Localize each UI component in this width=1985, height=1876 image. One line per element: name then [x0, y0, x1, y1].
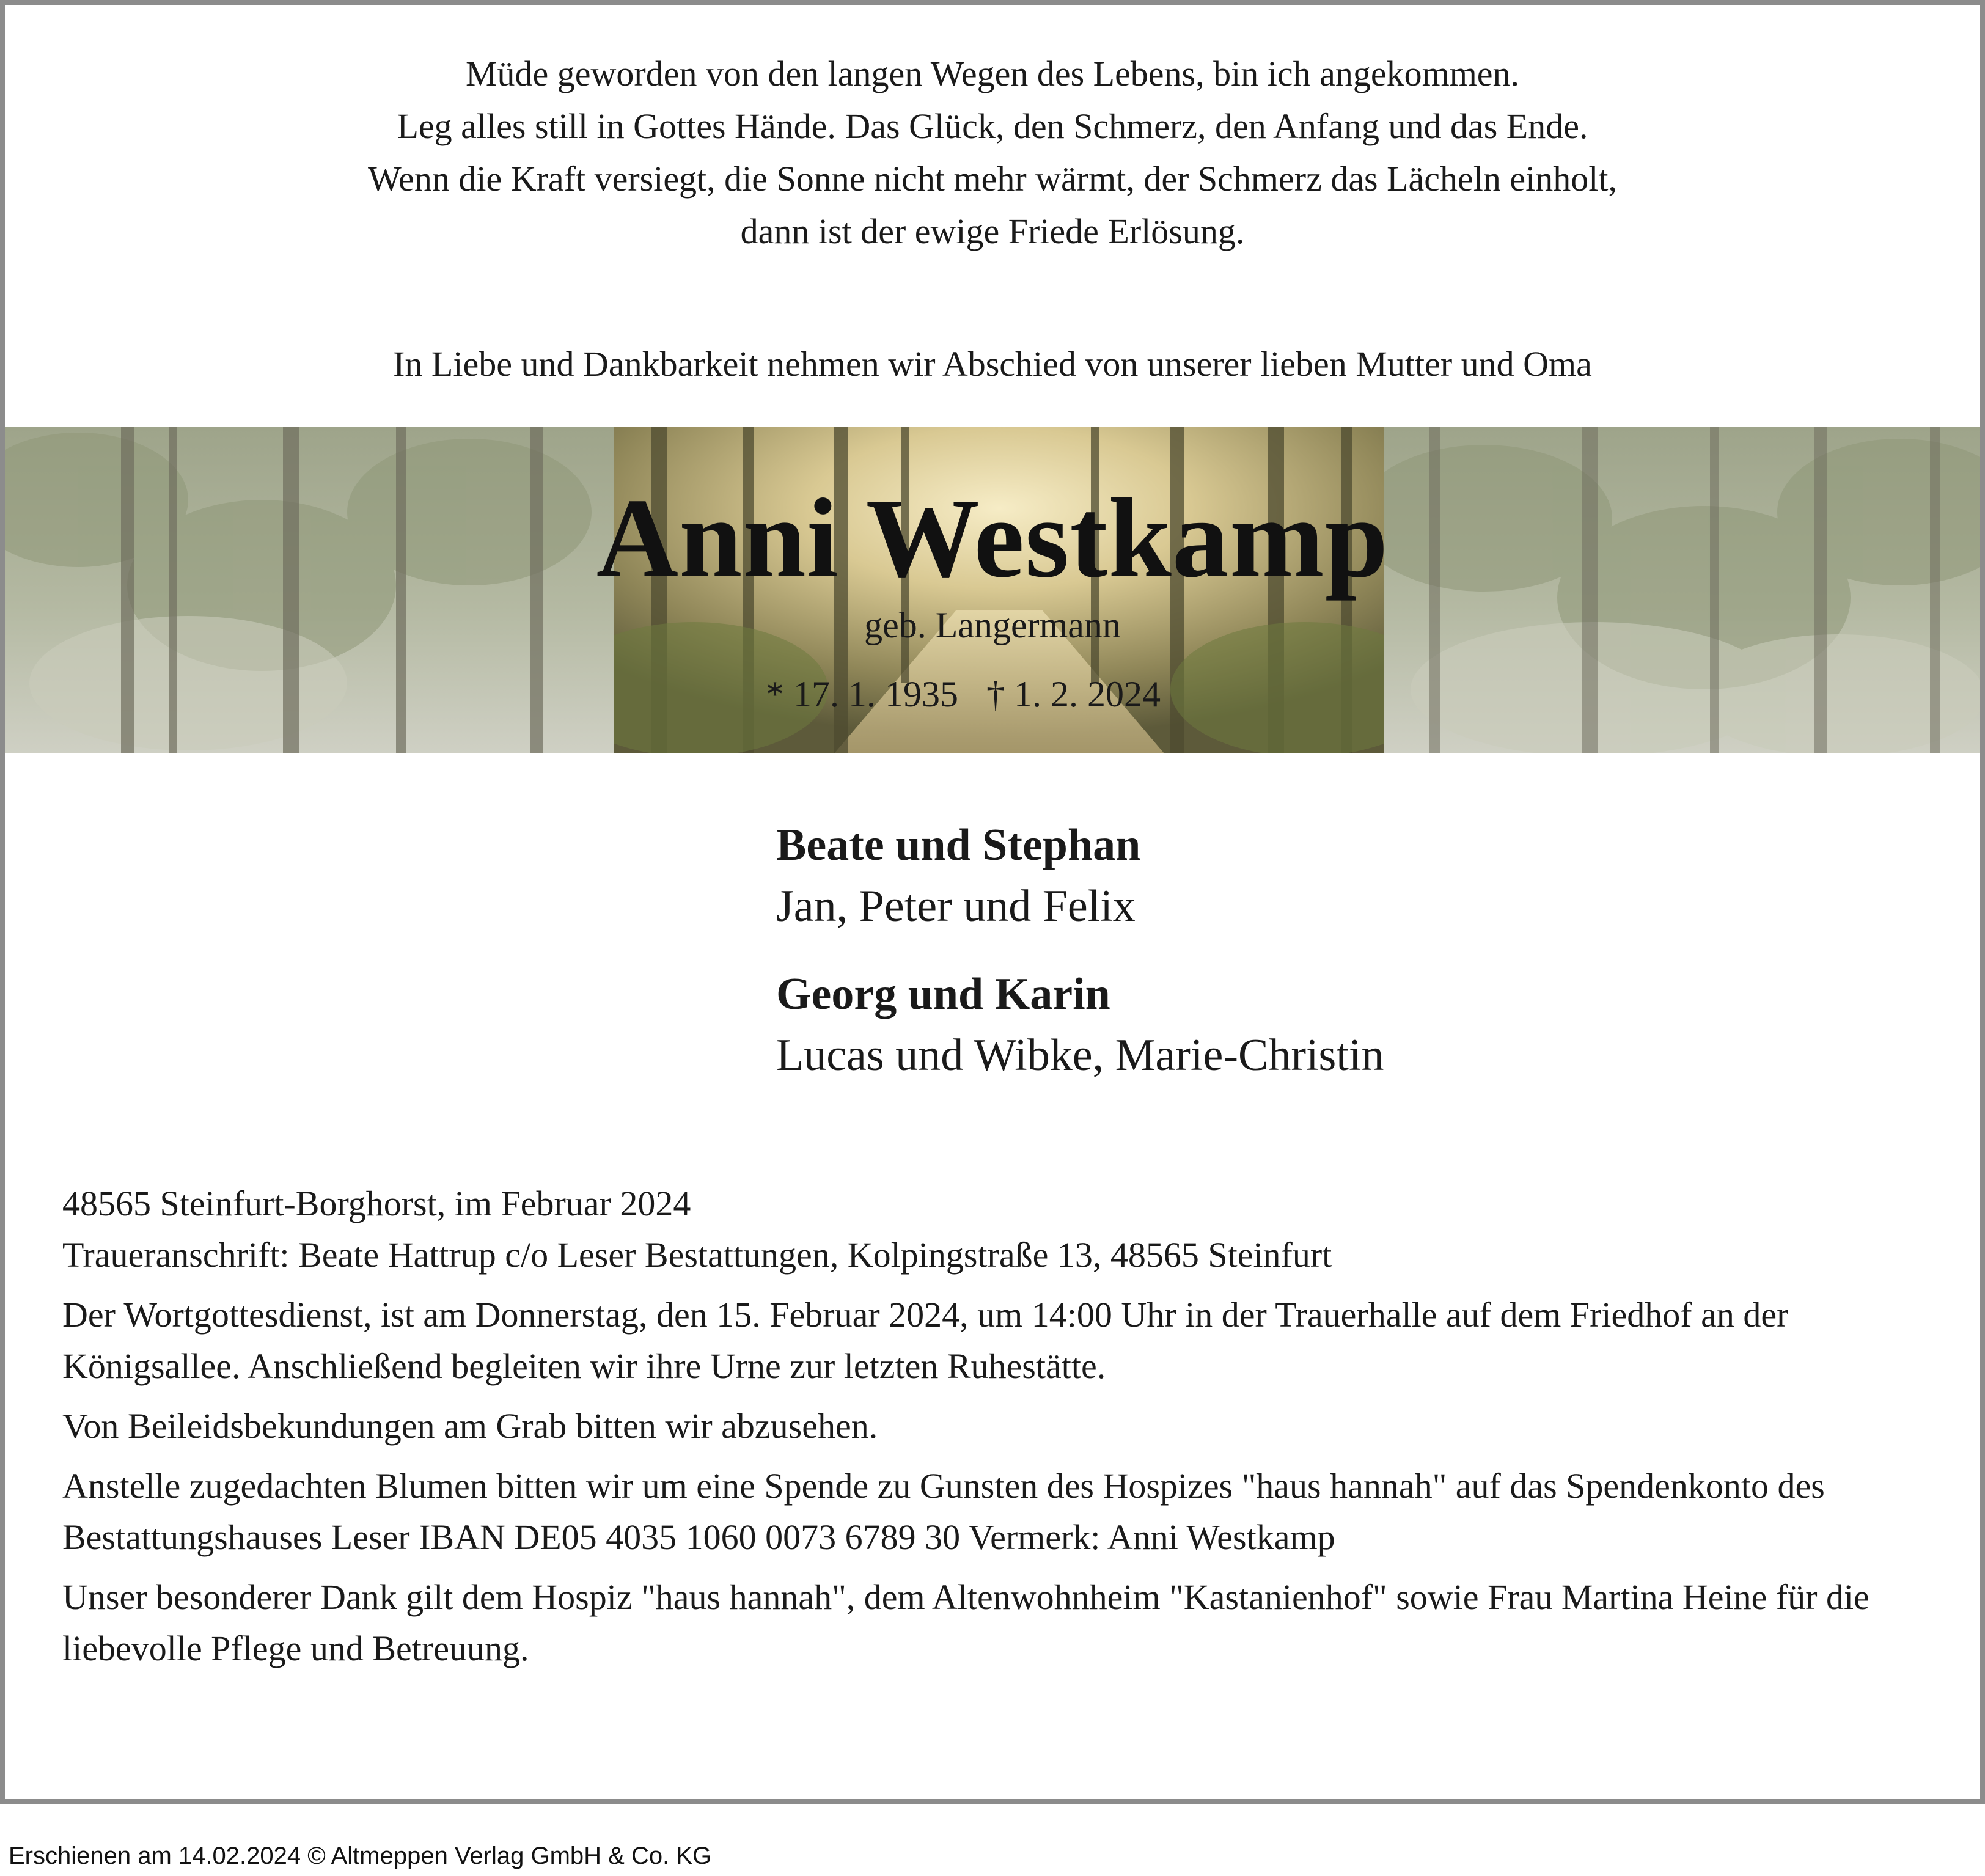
- condolence-note: Von Beileidsbekundungen am Grab bitten wir abzusehen.: [62, 1406, 878, 1446]
- birth-date: * 17. 1. 1935: [766, 674, 958, 714]
- donation-note: Anstelle zugedachten Blumen bitten wir um eine Spende zu Gunsten des Hospizes "haus hannah" auf das Spendenkonto des Bestattungshauses Leser IBAN DE05 4035 1060 0073 6789 30 Vermerk: Anni Westkamp: [62, 1466, 1825, 1557]
- death-date: † 1. 2. 2024: [986, 674, 1161, 714]
- place-date: 48565 Steinfurt-Borghorst, im Februar 2024: [62, 1184, 691, 1223]
- family-names: Beate und Stephan: [776, 820, 1141, 870]
- family-children: Lucas und Wibke, Marie-Christin: [776, 1030, 1384, 1080]
- life-dates: [766, 673, 1161, 716]
- mourning-family: [776, 815, 1754, 1086]
- farewell-text: In Liebe und Dankbarkeit nehmen wir Abschied von unserer lieben Mutter und Oma: [393, 344, 1592, 384]
- service-info: Der Wortgottesdienst, ist am Donnerstag, den 15. Februar 2024, um 14:00 Uhr in der Trauerhalle auf dem Friedhof an der Königsallee. Anschließend begleiten wir ihre Urne zur letzten Ruhestätte.: [62, 1295, 1789, 1386]
- poem-line: Wenn die Kraft versiegt, die Sonne nicht mehr wärmt, der Schmerz das Lächeln einholt,: [368, 159, 1617, 199]
- poem-line: dann ist der ewige Friede Erlösung.: [740, 211, 1245, 251]
- publication-footer: Erschienen am 14.02.2024 © Altmeppen Verlag GmbH & Co. KG: [9, 1842, 712, 1869]
- maiden-name: geb. Langermann: [864, 605, 1121, 645]
- mourning-address: Traueranschrift: Beate Hattrup c/o Leser Bestattungen, Kolpingstraße 13, 48565 Steinfurt: [62, 1235, 1332, 1275]
- forest-banner: [5, 427, 1980, 753]
- family-names: Georg und Karin: [776, 969, 1110, 1019]
- notice-details: [62, 1178, 1945, 1683]
- deceased-name: Anni Westkamp: [596, 475, 1389, 601]
- family-group: [776, 964, 1754, 1086]
- poem-line: Müde geworden von den langen Wegen des Lebens, bin ich angekommen.: [465, 54, 1520, 93]
- poem: [5, 48, 1980, 258]
- family-group: [776, 815, 1754, 937]
- poem-line: Leg alles still in Gottes Hände. Das Glück, den Schmerz, den Anfang und das Ende.: [397, 106, 1588, 146]
- family-children: Jan, Peter und Felix: [776, 881, 1136, 931]
- thanks-note: Unser besonderer Dank gilt dem Hospiz "haus hannah", dem Altenwohnheim "Kastanienhof" sowie Frau Martina Heine für die liebevolle Pflege und Betreuung.: [62, 1577, 1869, 1668]
